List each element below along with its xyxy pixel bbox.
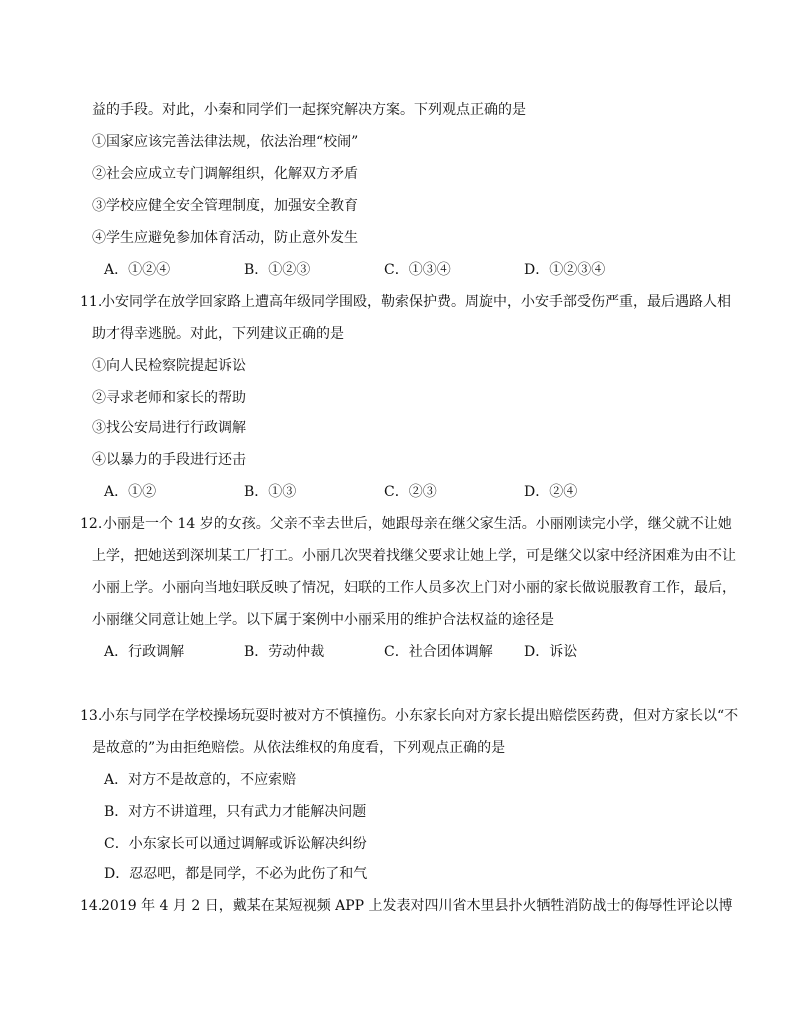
q13-option-b: B．对方不讲道理，只有武力才能解决问题 bbox=[104, 804, 367, 820]
q11-stem-line-1: 小安同学在放学回家路上遭高年级同学围殴，勒索保护费。周旋中，小安手部受伤严重，最后遇路人相 bbox=[101, 294, 731, 310]
q11-statement-3: ③找公安局进行行政调解 bbox=[92, 420, 246, 436]
q13-stem-line-1: 小东与同学在学校操场玩耍时被对方不慎撞伤。小东家长向对方家长提出赔偿医药费，但对方家长以“不 bbox=[101, 708, 739, 724]
q13-option-c: C．小东家长可以通过调解或诉讼解决纠纷 bbox=[104, 836, 367, 852]
q12-option-a: A．行政调解 bbox=[104, 644, 185, 660]
q12-stem-line-2: 上学，把她送到深圳某工厂打工。小丽几次哭着找继父要求让她上学，可是继父以家中经济困难为由不让 bbox=[92, 548, 736, 564]
q13-stem-line-2: 是故意的”为由拒绝赔偿。从依法维权的角度看，下列观点正确的是 bbox=[92, 740, 506, 756]
q14-stem-line-1: 2019 年 4 月 2 日，戴某在某短视频 APP 上发表对四川省木里县扑火牺牲消防战士的侮辱性评论以博 bbox=[101, 898, 733, 914]
q11-statement-2: ②寻求老师和家长的帮助 bbox=[92, 390, 246, 406]
q10-option-b: B．①②③ bbox=[244, 262, 311, 278]
q13-number: 13. bbox=[80, 708, 103, 724]
q10-option-c: C．①③④ bbox=[384, 262, 451, 278]
q14-number: 14. bbox=[80, 898, 103, 914]
q11-option-d: D．②④ bbox=[524, 484, 578, 500]
q10-statement-2: ②社会应成立专门调解组织，化解双方矛盾 bbox=[92, 166, 358, 182]
q11-option-c: C．②③ bbox=[384, 484, 437, 500]
q10-stem-line: 益的手段。对此，小秦和同学们一起探究解决方案。下列观点正确的是 bbox=[92, 102, 526, 118]
q12-option-d: D．诉讼 bbox=[524, 644, 578, 660]
q12-stem-line-3: 小丽上学。小丽向当地妇联反映了情况，妇联的工作人员多次上门对小丽的家长做说服教育工作，最后， bbox=[92, 580, 736, 596]
q11-statement-4: ④以暴力的手段进行还击 bbox=[92, 452, 246, 468]
q10-statement-3: ③学校应健全安全管理制度，加强安全教育 bbox=[92, 198, 358, 214]
q13-option-a: A．对方不是故意的，不应索赔 bbox=[104, 772, 297, 788]
q11-stem-line-2: 助才得幸逃脱。对此，下列建议正确的是 bbox=[92, 326, 344, 342]
q11-number: 11. bbox=[80, 294, 103, 310]
q10-statement-1: ①国家应该完善法律法规，依法治理“校闹” bbox=[92, 134, 359, 150]
q12-stem-line-1: 小丽是一个 14 岁的女孩。父亲不幸去世后，她跟母亲在继父家生活。小丽刚读完小学，继父就不让她 bbox=[103, 516, 732, 532]
q10-option-a: A．①②④ bbox=[104, 262, 171, 278]
q11-option-a: A．①② bbox=[104, 484, 157, 500]
q12-stem-line-4: 小丽继父同意让她上学。以下属于案例中小丽采用的维护合法权益的途径是 bbox=[92, 612, 554, 628]
q12-number: 12. bbox=[80, 516, 103, 532]
q12-option-b: B．劳动仲裁 bbox=[244, 644, 325, 660]
q11-statement-1: ①向人民检察院提起诉讼 bbox=[92, 358, 246, 374]
q12-option-c: C．社合团体调解 bbox=[384, 644, 493, 660]
q10-option-d: D．①②③④ bbox=[524, 262, 606, 278]
q13-option-d: D．忍忍吧，都是同学，不必为此伤了和气 bbox=[104, 866, 368, 882]
q11-option-b: B．①③ bbox=[244, 484, 297, 500]
q10-statement-4: ④学生应避免参加体育活动，防止意外发生 bbox=[92, 230, 358, 246]
